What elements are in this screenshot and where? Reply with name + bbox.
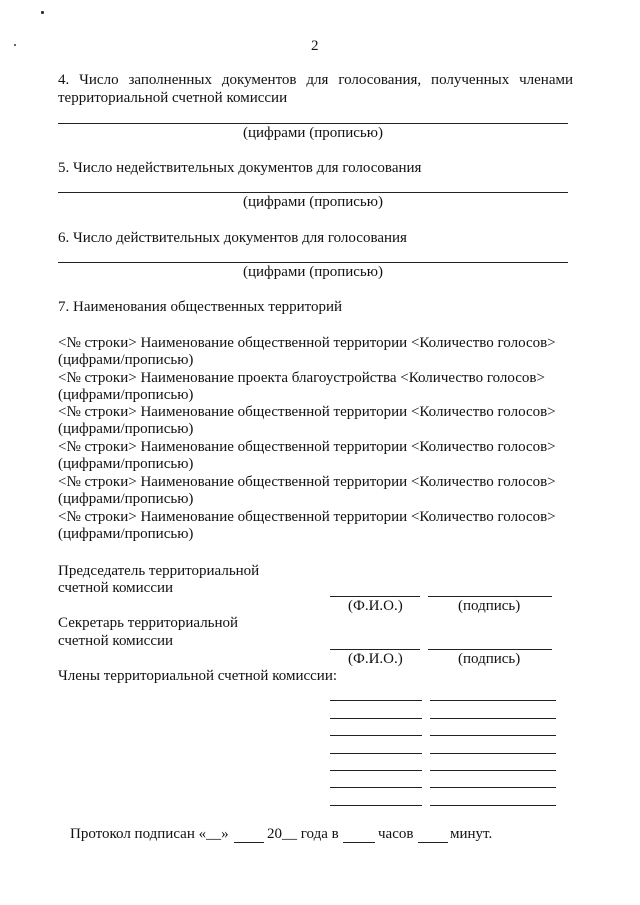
territory-row-4: <№ строки> Наименование общественной территории <Количество голосов> xyxy=(58,439,556,455)
item4-line1: 4. Число заполненных документов для голосования, полученных членами xyxy=(58,72,573,88)
member-fio-line xyxy=(330,735,422,736)
territory-row-3: <№ строки> Наименование общественной территории <Количество голосов> xyxy=(58,404,556,420)
footer-hours: часов xyxy=(378,826,414,842)
item6-fill-line xyxy=(58,262,568,263)
secretary-fio-caption: (Ф.И.О.) xyxy=(348,651,403,667)
item5-text: 5. Число недействительных документов для голосования xyxy=(58,160,422,176)
member-sign-line xyxy=(430,805,556,806)
item6-text: 6. Число действительных документов для голосования xyxy=(58,230,407,246)
territory-row-5: <№ строки> Наименование общественной территории <Количество голосов> xyxy=(58,474,556,490)
secretary-sign-caption: (подпись) xyxy=(458,651,521,667)
item4-hint: (цифрами (прописью) xyxy=(243,125,383,141)
chairman-sign-caption: (подпись) xyxy=(458,598,521,614)
member-fio-line xyxy=(330,787,422,788)
item7-title: 7. Наименования общественных территорий xyxy=(58,299,343,315)
secretary-label-line1: Секретарь территориальной xyxy=(58,615,239,631)
secretary-label-line2: счетной комиссии xyxy=(58,633,174,649)
chairman-label-line1: Председатель территориальной xyxy=(58,563,260,579)
chairman-fio-line xyxy=(330,596,420,597)
footer-signed-day: Протокол подписан «__» xyxy=(70,826,229,842)
territory-row-5-votes: (цифрами/прописью) xyxy=(58,491,194,507)
member-fio-line xyxy=(330,700,422,701)
territory-row-4-votes: (цифрами/прописью) xyxy=(58,456,194,472)
secretary-fio-line xyxy=(330,649,420,650)
item4-line2: территориальной счетной комиссии xyxy=(58,90,288,106)
page-number: 2 xyxy=(311,38,319,54)
territory-row-2: <№ строки> Наименование проекта благоустройства <Количество голосов> xyxy=(58,370,545,386)
territory-row-1-votes: (цифрами/прописью) xyxy=(58,352,194,368)
member-fio-line xyxy=(330,805,422,806)
scan-speck xyxy=(14,44,16,46)
footer-minutes-blank xyxy=(418,842,448,843)
item5-hint: (цифрами (прописью) xyxy=(243,194,383,210)
member-sign-line xyxy=(430,787,556,788)
scan-speck xyxy=(41,11,44,14)
footer-month-blank xyxy=(234,842,264,843)
item4-fill-line xyxy=(58,123,568,124)
member-sign-line xyxy=(430,753,556,754)
chairman-sign-line xyxy=(428,596,552,597)
member-sign-line xyxy=(430,770,556,771)
item5-fill-line xyxy=(58,192,568,193)
territory-row-2-votes: (цифрами/прописью) xyxy=(58,387,194,403)
members-label: Члены территориальной счетной комиссии: xyxy=(58,668,338,684)
member-sign-line xyxy=(430,735,556,736)
member-sign-line xyxy=(430,718,556,719)
item6-hint: (цифрами (прописью) xyxy=(243,264,383,280)
territory-row-3-votes: (цифрами/прописью) xyxy=(58,421,194,437)
member-fio-line xyxy=(330,753,422,754)
member-sign-line xyxy=(430,700,556,701)
secretary-sign-line xyxy=(428,649,552,650)
footer-hours-blank xyxy=(343,842,375,843)
footer-year: 20__ года в xyxy=(267,826,339,842)
member-fio-line xyxy=(330,718,422,719)
footer-minutes: минут. xyxy=(450,826,493,842)
territory-row-1: <№ строки> Наименование общественной территории <Количество голосов> xyxy=(58,335,556,351)
territory-row-6-votes: (цифрами/прописью) xyxy=(58,526,194,542)
chairman-fio-caption: (Ф.И.О.) xyxy=(348,598,403,614)
chairman-label-line2: счетной комиссии xyxy=(58,580,174,596)
member-fio-line xyxy=(330,770,422,771)
territory-row-6: <№ строки> Наименование общественной территории <Количество голосов> xyxy=(58,509,556,525)
